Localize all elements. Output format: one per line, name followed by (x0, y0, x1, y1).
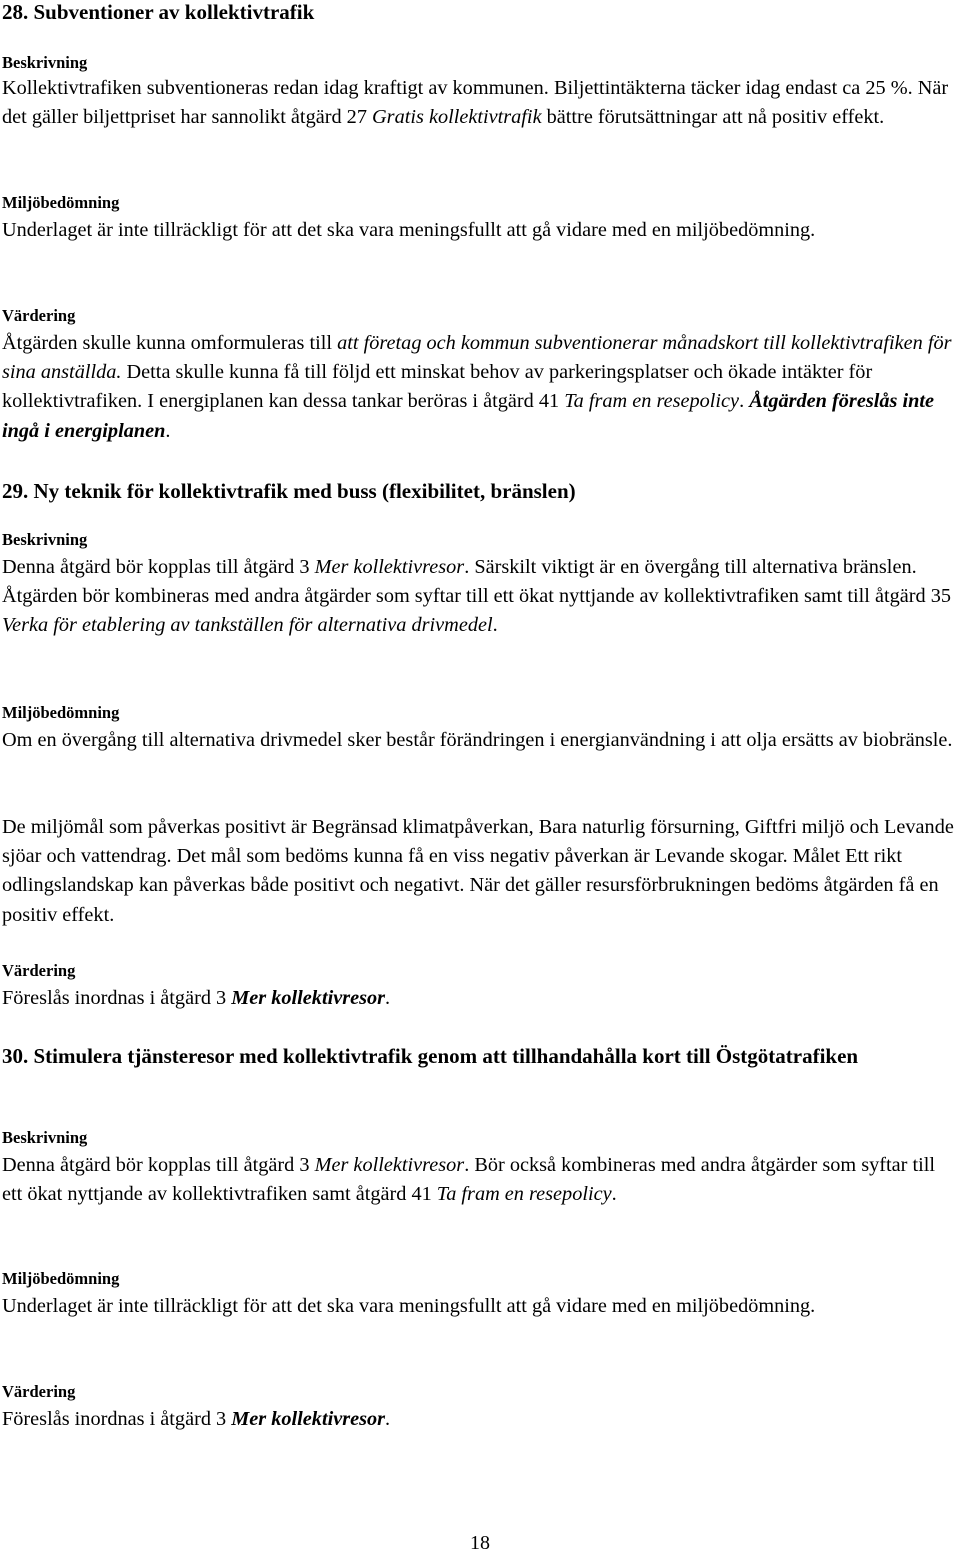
section-28-miljobedomning-text: Underlaget är inte tillräckligt för att det ska vara meningsfullt att gå vidare med en miljöbedömning. (2, 219, 816, 241)
ref-ta-fram-en-resepolicy: Ta fram en resepolicy (564, 390, 740, 413)
section-28-vardering-text: Åtgärden skulle kunna omformuleras till att företag och kommun subventionerar månadskort till kollektivtrafiken för sina anställda. Detta skulle kunna få till följd ett minskat behov av parkeringsplatser och ökade intäkter för kollektivtrafiken. I energiplanen kan dessa tankar beröras i åtgärd 41 Ta fram en resepolicy. Åtgärden föreslås inte ingå i energiplanen. (2, 332, 952, 442)
ref-ta-fram-en-resepolicy: Ta fram en resepolicy (436, 1183, 612, 1206)
section-28-miljobedomning-label: Miljöbedömning (2, 193, 120, 212)
ref-gratis-kollektivtrafik: Gratis kollektivtrafik (372, 106, 542, 129)
section-29-beskrivning-text: Denna åtgärd bör kopplas till åtgärd 3 Mer kollektivresor. Särskilt viktigt är en övergång till alternativa bränslen. Åtgärden bör kombineras med andra åtgärder som syftar till ett ökat nyttjande av kollektivtrafiken samt till åtgärd 35 Verka för etablering av tankställen för alternativa drivmedel. (2, 556, 951, 637)
ref-mer-kollektivresor: Mer kollektivresor (231, 1408, 386, 1430)
section-28-vardering-label: Värdering (2, 306, 76, 325)
section-30-beskrivning-text: Denna åtgärd bör kopplas till åtgärd 3 Mer kollektivresor. Bör också kombineras med andra åtgärder som syftar till ett ökat nyttjande av kollektivtrafiken samt åtgärd 41 Ta fram en resepolicy. (2, 1154, 936, 1206)
section-30-vardering-label: Värdering (2, 1382, 76, 1401)
section-29-miljobedomning-label: Miljöbedömning (2, 703, 120, 722)
section-30-title: 30. Stimulera tjänsteresor med kollektivtrafik genom att tillhandahålla kort till Östgötatrafiken (2, 1044, 859, 1068)
section-29-beskrivning-label: Beskrivning (2, 530, 88, 549)
section-28-beskrivning-text: Kollektivtrafiken subventioneras redan idag kraftigt av kommunen. Biljettintäkterna täcker idag endast ca 25 %. När det gäller biljettpriset har sannolikt åtgärd 27 Gratis kollektivtrafik bättre förutsättningar att nå positiv effekt. (2, 77, 949, 129)
ref-mer-kollektivresor: Mer kollektivresor (314, 1154, 465, 1176)
section-28-title: 28. Subventioner av kollektivtrafik (2, 0, 315, 24)
section-30-beskrivning-label: Beskrivning (2, 1128, 88, 1147)
page-number: 18 (470, 1532, 490, 1554)
ref-mer-kollektivresor: Mer kollektivresor (231, 987, 386, 1009)
section-28-beskrivning-label: Beskrivning (2, 53, 88, 72)
section-30-miljobedomning-label: Miljöbedömning (2, 1269, 120, 1288)
section-29-miljobedomning-text-1: Om en övergång till alternativa drivmedel sker består förändringen i energianvändning i att olja ersätts av biobränsle. (2, 729, 953, 751)
proposal-text: att företag och kommun subventionerar månadskort till kollektivtrafiken för sina anställda. (2, 332, 952, 384)
section-29-vardering-label: Värdering (2, 961, 76, 980)
section-29-miljobedomning-text-2: De miljömål som påverkas positivt är Begränsad klimatpåverkan, Bara naturlig försurning, Giftfri miljö och Levande sjöar och vattendrag. Det mål som bedöms kunna få en viss negativ påverkan är Levande skogar. Målet Ett rikt odlingslandskap kan påverkas både positivt och negativt. När det gäller resursförbrukningen bedöms åtgärden få en positiv effekt. (2, 816, 954, 926)
conclusion-text: Åtgärden föreslås inte ingå i energiplanen (2, 390, 935, 442)
section-29-title: 29. Ny teknik för kollektivtrafik med buss (flexibilitet, bränslen) (2, 479, 576, 503)
ref-verka-for-etablering: Verka för etablering av tankställen för alternativa drivmedel (2, 614, 493, 637)
section-29-vardering-text: Föreslås inordnas i åtgärd 3 Mer kollektivresor. (2, 987, 391, 1009)
section-30-vardering-text: Föreslås inordnas i åtgärd 3 Mer kollektivresor. (2, 1408, 391, 1430)
ref-mer-kollektivresor: Mer kollektivresor (314, 556, 465, 578)
section-30-miljobedomning-text: Underlaget är inte tillräckligt för att det ska vara meningsfullt att gå vidare med en miljöbedömning. (2, 1295, 816, 1317)
